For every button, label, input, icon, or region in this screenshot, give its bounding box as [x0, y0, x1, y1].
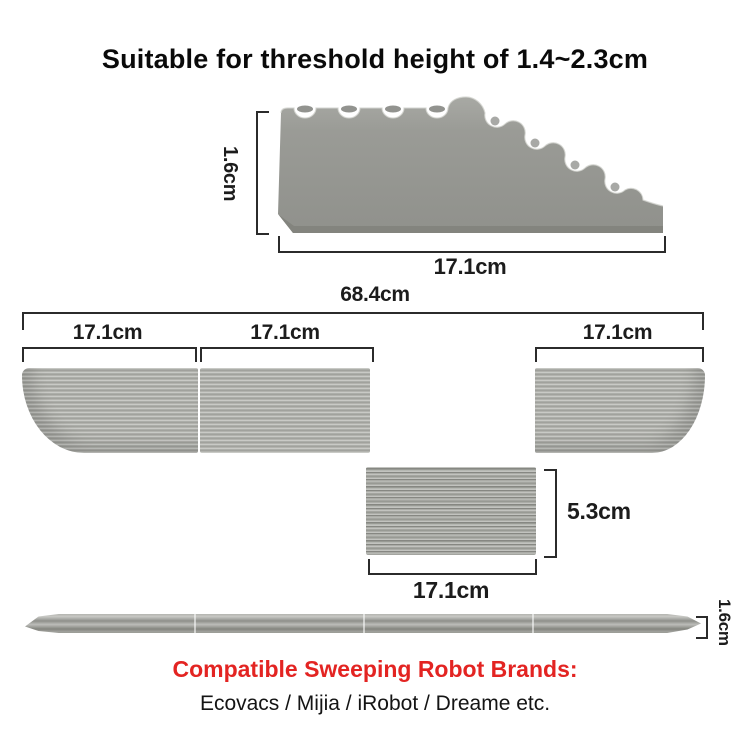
segment-1-dimension-bracket [22, 347, 197, 362]
segment-3-dimension-label: 17.1cm [582, 321, 653, 344]
top-view-right-end-piece [535, 368, 705, 453]
strip-seam [194, 614, 196, 634]
ramp-side-view-illustration [276, 96, 666, 236]
strip-height-dimension-bracket [696, 616, 708, 639]
top-view-left-end-piece [22, 368, 198, 453]
extension-piece [366, 467, 536, 555]
total-width-dimension-label: 68.4cm [340, 283, 410, 306]
strip-seam [532, 614, 534, 634]
segment-1-dimension-label: 17.1cm [72, 321, 143, 344]
top-view-middle-piece [200, 368, 370, 453]
strip-height-dimension-label: 1.6cm [715, 599, 734, 646]
side-height-dimension-bracket [256, 111, 269, 235]
segment-2-dimension-label: 17.1cm [250, 321, 320, 344]
side-width-dimension-bracket [278, 236, 666, 253]
strip-seam [363, 614, 365, 634]
extension-depth-dimension-bracket [544, 469, 557, 558]
compatible-brands-heading: Compatible Sweeping Robot Brands: [172, 656, 578, 682]
page-title: Suitable for threshold height of 1.4~2.3cm [101, 44, 649, 74]
side-height-dimension-label: 1.6cm [219, 146, 241, 202]
extension-width-dimension-bracket [368, 559, 537, 575]
compatible-brands-list: Ecovacs / Mijia / iRobot / Dreame etc. [199, 692, 551, 715]
assembled-profile-strip [25, 609, 701, 634]
side-width-dimension-label: 17.1cm [433, 254, 507, 279]
segment-3-dimension-bracket [535, 347, 704, 362]
ramp-silhouette [278, 97, 663, 233]
extension-depth-dimension-label: 5.3cm [567, 498, 631, 524]
segment-2-dimension-bracket [200, 347, 374, 362]
extension-width-dimension-label: 17.1cm [412, 577, 490, 603]
